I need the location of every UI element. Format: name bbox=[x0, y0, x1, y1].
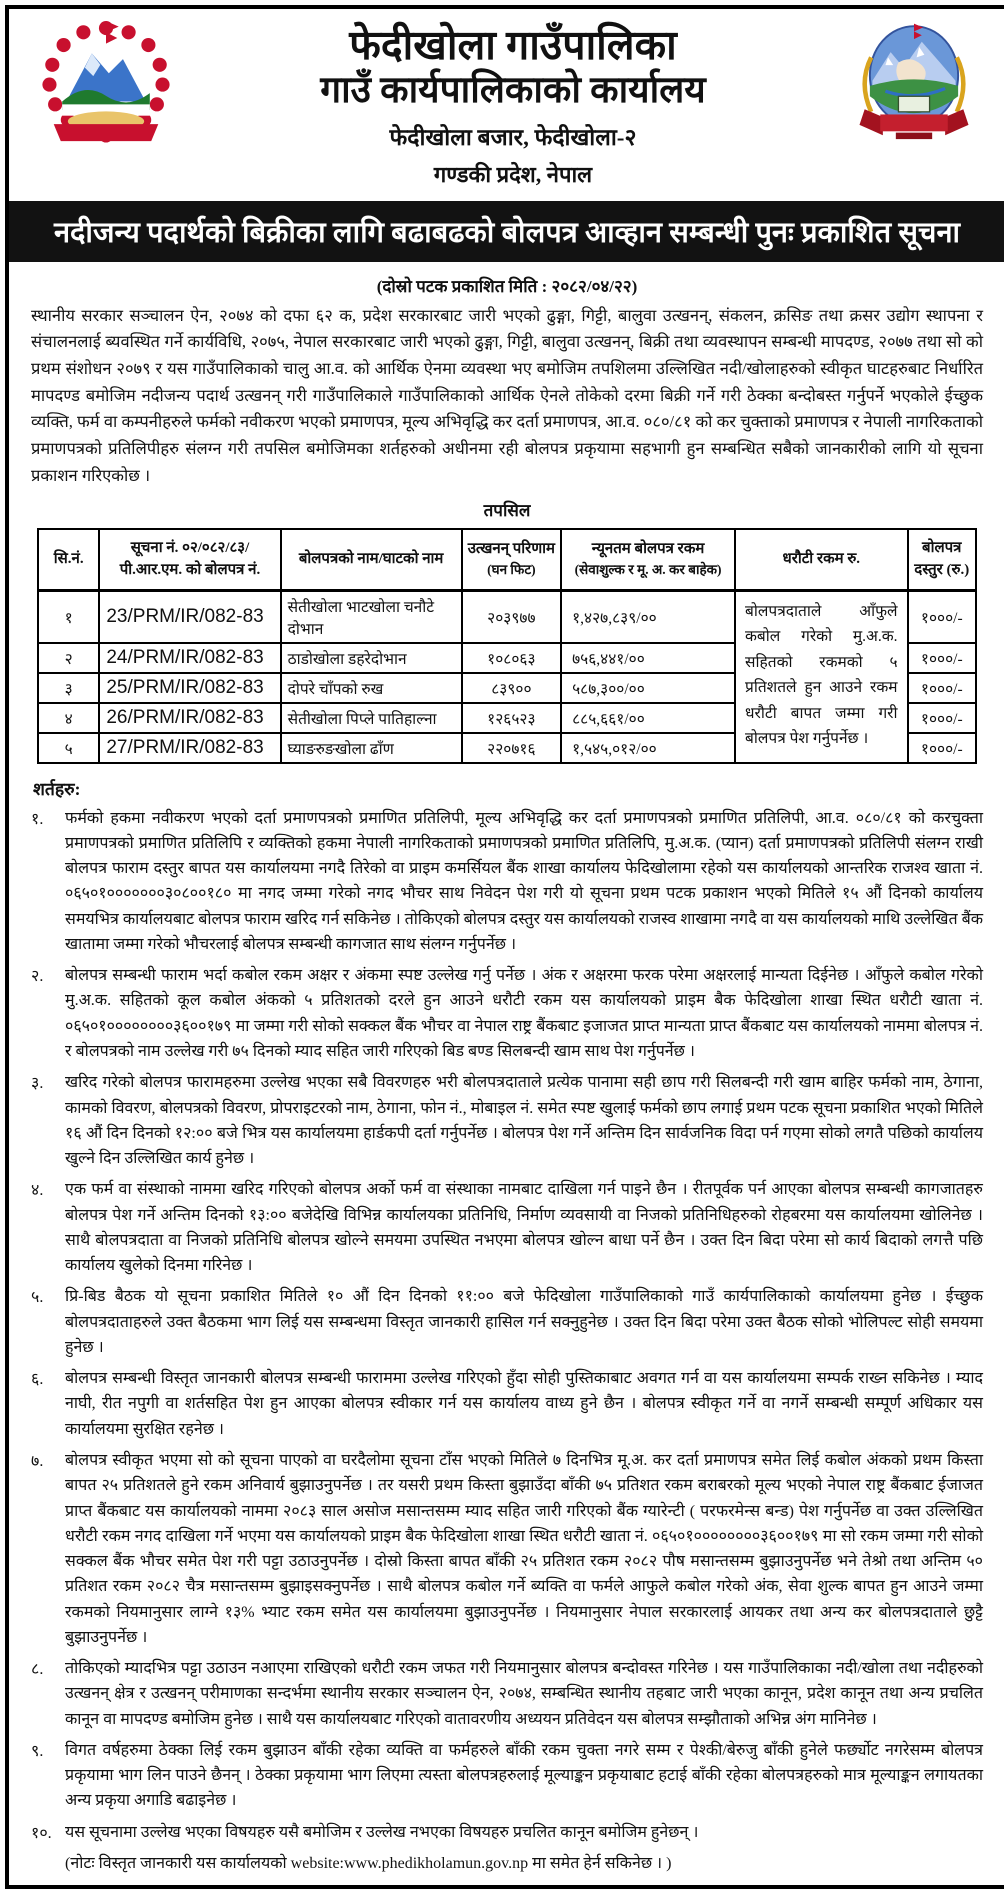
municipality-name: फेदीखोला गाउँपालिका bbox=[349, 22, 677, 68]
condition-item: २. बोलपत्र सम्बन्धी फाराम भर्दा कबोल रकम अक्षर र अंकमा स्पष्ट उल्लेख गर्नु पर्नेछ । अंक र अक्षरमा फरक परेमा अक्षरलाई मान्यता दिईनेछ । आँफुले कबोल गरेको मु.अ.क. सहितको कूल कबोल अंकको ५ प्रतिशतको दरले हुन आउने धरौटी रकम यस कार्यालयको प्राइम बैक फेदिखोला शाखा स्थित धरौटी खाता नं. ०६५०१००००००००३६००१७९ मा जम्मा गरी सोको सक्कल बैंक भौचर वा नेपाल राष्ट्र बैंकबाट इजाजत प्राप्त मान्यता प्राप्त बैंकबाट यस कार्यालयको नाममा बोलपत्र नं. र बोलपत्रको नाम उल्लेख गरी ७५ दिनको म्याद सहित जारी गरिएको बिड बण्ड सिलबन्दी खाम साथ पेश गर्नुपर्नेछ । bbox=[31, 967, 983, 1060]
ghat-name: घ्याङरुङखोला ढाँण bbox=[281, 733, 462, 763]
ghat-name: दोपरे चाँपको रुख bbox=[281, 673, 462, 703]
nepal-government-emblem-icon bbox=[35, 21, 177, 156]
condition-item: १. फर्मको हकमा नवीकरण भएको दर्ता प्रमाणपत्रको प्रमाणित प्रतिलिपी, मूल्य अभिवृद्धि कर दर्ता प्रमाणपत्रको प्रमाणित प्रतिलिपी, आ.व. ०८०/८१ को करचुक्ता प्रमाणपत्रको प्रमाणित प्रतिलिपि र व्यक्तिको हकमा नेपाली नागरिकताको प्रमाणपत्रको प्रमाणित प्रतिलिपि, मु.अ.क. (प्यान) दर्ता प्रमाणपत्रको प्रतिलिपी संलग्न राखी बोलपत्र फाराम दस्तुर बापत यस कार्यालयमा नगदै तिरेको वा प्राइम कमर्सियल बैंक शाखा कार्यालय फेदिखोलामा रहेको यस कार्यालयको आन्तरिक राजश्व खाता नं. ०६५०१०००००००३०८००१८० मा नगद जम्मा गरेको नगद भौचर साथ निवेदन पेश गरी यो सूचना प्रथम पटक प्रकाशन भएको मितिले १५ औं दिनको कार्यालय समयभित्र कार्यालयबाट बोलपत्र फाराम खरिद गर्न सकिनेछ । तोकिएको बोलपत्र दस्तुर यस कार्यालयको राजस्व शाखामा नगदै वा यस कार्यालयको माथि उल्लेखित बैंक खातामा जम्मा गरेको भौचरलाई बोलपत्र सम्बन्धी कागजात साथ संलग्न गर्नुपर्नेछ । bbox=[31, 809, 983, 953]
deposit-note-cell: बोलपत्रदाताले आँफुले कबोल गरेको मु.अ.क. सहितको रकमको ५ प्रतिशतले हुन आउने रकम धरौटी बापत जम्मा गरी बोलपत्र पेश गर्नुपर्नेछ । bbox=[735, 590, 908, 763]
bid-fee: १०००/- bbox=[908, 733, 976, 763]
condition-item: ८. तोकिएको म्यादभित्र पट्टा उठाउन नआएमा राखिएको धरौटी रकम जफत गरी नियमानुसार बोलपत्र बन्दोवस्त गरिनेछ । यस गाउँपालिकाका नदी/खोला तथा नदीहरुको उत्खनन् क्षेत्र र उत्खनन् परीमाणका सन्दर्भमा स्थानीय सरकार सञ्चालन ऐन, २०७४, सम्बन्धित स्थानीय तहबाट जारी भएका कानून, प्रदेश कानून तथा अन्य प्रचलित कानून वा मापदण्ड बमोजिम हुनेछ । साथै यस कार्यालयबाट गरिएको वातावरणीय अध्ययन प्रतिवेदन यस बोलपत्र सम्झौताको अभिन्न अंग मानिनेछ । bbox=[31, 1660, 983, 1728]
schedule-heading: तपसिल bbox=[483, 500, 531, 520]
condition-item: ४. एक फर्म वा संस्थाको नाममा खरिद गरिएको बोलपत्र अर्को फर्म वा संस्थाका नामबाट दाखिला गर्न पाइने छैन । रीतपूर्वक पर्न आएका बोलपत्र सम्बन्धी कागजातहरु बोलपत्र पेश गर्ने अन्तिम दिनको १३:०० बजेदेखि विभिन्न कार्यालयका प्रतिनिधि, निर्माण व्यवसायी वा निजको प्रतिनिधिहरुको रोहबरमा यस कार्यालयमा खोलिनेछ । साथै बोलपत्रदाता वा निजको प्रतिनिधि बोलपत्र खोल्ने समयमा उपस्थित नभएमा बोलपत्र खोल्न बाधा पर्ने छैन । उक्त दिन बिदा परेमा सो कार्य बिदाको लगत्तै पछि कार्यालय खुलेको दिनमा गरिनेछ । bbox=[31, 1181, 983, 1275]
serial-no: ५ bbox=[38, 733, 99, 763]
col-quantity: उत्खनन् परिणाम (घन फिट) bbox=[462, 529, 562, 591]
tender-table-header bbox=[38, 529, 976, 591]
tender-no: 26/PRM/IR/082-83 bbox=[99, 703, 280, 733]
notice-title-banner bbox=[9, 201, 1004, 262]
excavation-quantity: १०८०६३ bbox=[462, 643, 562, 673]
condition-item: ९. विगत वर्षहरुमा ठेक्का लिई रकम बुझाउन बाँकी रहेका व्यक्ति वा फर्महरुले बाँकी रकम चुक्ता नगरे सम्म र पेश्की/बेरुजु बाँकी हुनेले फर्छ्योट नगरेसम्म बोलपत्र प्रकृयामा भाग लिन पाउने छैनन् । ठेक्का प्रकृयामा भाग लिएमा त्यस्ता बोलपत्रहरुलाई मूल्याङ्कन प्रकृयाबाट हटाई बाँकी रहेका बोलपत्रहरुको मात्र मूल्याङ्कन लगायतका अन्य प्रकृया अगाडि बढाइनेछ । bbox=[31, 1741, 983, 1810]
ghat-name: सेतीखोला पिप्ले पातिहाल्ना bbox=[281, 703, 462, 733]
excavation-quantity: २२०७१६ bbox=[462, 733, 562, 763]
col-min-amount: न्यूनतम बोलपत्र रकम (सेवाशुल्क र मू. अ. कर बाहेक) bbox=[561, 529, 735, 591]
min-bid-amount: १,५४५,०१२/०० bbox=[561, 733, 735, 763]
notice-intro-paragraph: स्थानीय सरकार सञ्चालन ऐन, २०७४ को दफा ६२ क, प्रदेश सरकारबाट जारी भएको ढुङ्गा, गिट्टी, बालुवा उत्खनन्, संकलन, क्रसिङ तथा क्रसर उद्योग स्थापना र संचालनलाई ब्यवस्थित गर्ने कार्यविधि, २०७५, नेपाल सरकारबाट जारी भएको ढुङ्गा, गिट्टी, बालुवा उत्खनन्, बिक्री तथा व्यवस्थापन सम्बन्धी मापदण्ड, २०७७ तथा सो को प्रथम संशोधन २०७९ र यस गाउँपालिकाको चालु आ.व. को आर्थिक ऐनमा व्यवस्था भए बमोजिम तपशिलमा उल्लिखित नदी/खोलाहरुको स्वीकृत घाटहरुबाट निर्धारित मापदण्ड बमोजिम नदीजन्य पदार्थ उत्खनन् गरी गाउँपालिकाले गाउँपालिकाको आर्थिक ऐनले तोकेको दरमा बिक्री गर्ने गरी ठेक्का बन्दोबस्त गर्नुपर्ने भएकोले ईच्छुक व्यक्ति, फर्म वा कम्पनीहरुले फर्मको नवीकरण भएको प्रमाणपत्र, मूल्य अभिवृद्धि कर दर्ता प्रमाणपत्र, आ.व. ०८०/८१ को कर चुक्ताको प्रमाणपत्र र नेपाली नागरिकताको प्रमाणपत्रको प्रतिलिपीहरु संलग्न गरी तपसिल बमोजिमका शर्तहरुको अधीनमा रही बोलपत्र प्रकृयामा सहभागी हुन सम्बन्धित सबैको जानकारीको लागि यो सूचना प्रकाशन गरिएकोछ । bbox=[31, 305, 983, 485]
letterhead bbox=[9, 9, 1004, 193]
condition-item: ७. बोलपत्र स्वीकृत भएमा सो को सूचना पाएको वा घरदैलोमा सूचना टाँस भएको मितिले ७ दिनभित्र मू.अ. कर दर्ता प्रमाणपत्र समेत लिई कबोल अंकको प्रथम किस्ता बापत २५ प्रतिशतले हुने रकम अनिवार्य बुझाउनुपर्नेछ । तर यसरी प्रथम किस्ता बुझाउँदा बाँकी ७५ प्रतिशत रकम बराबरको मूल्य भएको नेपाल राष्ट्र बैंकबाट ईजाजत प्राप्त बैंकबाट यस कार्यालयको नाममा २०८३ साल असोज मसान्तसम्म म्याद सहित जारी गरिएको बैंक ग्यारेन्टी ( परफरमेन्स बन्ड) पेश गर्नुपर्नेछ वा उक्त उल्लिखित धरौटी रकम नगद दाखिला गर्ने भएमा यस कार्यालयको प्राइम बैक फेदिखोला शाखा स्थित धरौटी खाता नं. ०६५०१००००००००३६००१७९ मा सो रकम जम्मा गरी सोको सक्कल बैंक भौचर समेत पेश गरी पट्टा उठाउनुपर्नेछ । दोस्रो किस्ता बापत बाँकी २५ प्रतिशत रकम २०८२ पौष मसान्तसम्म बुझाउनुपर्नेछ भने तेश्रो तथा अन्तिम ५० प्रतिशत रकम २०८२ चैत्र मसान्तसम्म बुझाइसक्नुपर्नेछ । साथै बोलपत्र कबोल गर्ने ब्यक्ति वा फर्मले आफुले कबोल गरेको अंक, सेवा शुल्क बापत हुन आउने जम्मा रकमको नियमानुसार लाग्ने १३% भ्याट रकम समेत यस कार्यालयमा बुझाउनुपर्नेछ । नियमानुसार नेपाल सरकारलाई आयकर तथा अन्य कर बोलपत्रदाताले छुट्टै बुझाउनुपर्नेछ । bbox=[31, 1451, 983, 1646]
serial-no: ४ bbox=[38, 703, 99, 733]
min-bid-amount: ५८७,३००/०० bbox=[561, 673, 735, 703]
excavation-quantity: २०३९७७ bbox=[462, 590, 562, 643]
col-serial-no: सि.नं. bbox=[38, 529, 99, 591]
conditions-heading: शर्तहरु: bbox=[33, 778, 81, 799]
bid-fee: १०००/- bbox=[908, 590, 976, 643]
col-notice-no: सूचना नं. ०२/०८२/८३/ पी.आर.एम. को बोलपत्र नं. bbox=[99, 529, 280, 591]
notice-page bbox=[5, 5, 1004, 1889]
province-line: गण्डकी प्रदेश, नेपाल bbox=[433, 161, 593, 187]
serial-no: २ bbox=[38, 643, 99, 673]
col-deposit: धरौटी रकम रु. bbox=[735, 529, 908, 591]
min-bid-amount: १,४२७,८३९/०० bbox=[561, 590, 735, 643]
office-address: फेदीखोला बजार, फेदीखोला-२ bbox=[389, 124, 637, 150]
tender-no: 25/PRM/IR/082-83 bbox=[99, 673, 280, 703]
bid-fee: १०००/- bbox=[908, 703, 976, 733]
ghat-name: ठाडोखोला डहरेदोभान bbox=[281, 643, 462, 673]
tender-no: 27/PRM/IR/082-83 bbox=[99, 733, 280, 763]
serial-no: ३ bbox=[38, 673, 99, 703]
office-name: गाउँ कार्यपालिकाको कार्यालय bbox=[320, 69, 706, 111]
table-row bbox=[38, 590, 976, 643]
condition-item: ५. प्रि-बिड बैठक यो सूचना प्रकाशित मितिले १० औं दिन दिनको ११:०० बजे फेदिखोला गाउँपालिकाको गाउँ कार्यपालिकाको कार्यालयमा हुनेछ । ईच्छुक बोलपत्रदाताहरुले उक्त बैठकमा भाग लिई यस सम्बन्धमा विस्तृत जानकारी हासिल गर्न सक्नुहुनेछ । उक्त दिन बिदा परेमा उक्त बैठक सोको भोलिपल्ट सोही समयमा हुनेछ । bbox=[31, 1288, 983, 1356]
condition-item: १०. यस सूचनामा उल्लेख भएका विषयहरु यसै बमोजिम र उल्लेख नभएका विषयहरु प्रचलित कानून बमोजिम हुनेछन् । bbox=[31, 1823, 699, 1842]
tender-table bbox=[37, 528, 977, 764]
tender-no: 24/PRM/IR/082-83 bbox=[99, 643, 280, 673]
excavation-quantity: ८३९०० bbox=[462, 673, 562, 703]
min-bid-amount: ७५६,४४१/०० bbox=[561, 643, 735, 673]
col-tender-name: बोलपत्रको नाम/घाटको नाम bbox=[281, 529, 462, 591]
condition-item: ६. बोलपत्र सम्बन्धी विस्तृत जानकारी बोलपत्र सम्बन्धी फाराममा उल्लेख गरिएको हुँदा सोही पुस्तिकाबाट अवगत गर्न वा यस कार्यालयमा सम्पर्क राख्न सकिनेछ । म्याद नाघी, रीत नपुगी वा शर्तसहित पेश हुन आएका बोलपत्र स्वीकार गर्न यस कार्यालय वाध्य हुने छैन । बोलपत्र स्वीकृत गर्ने वा नगर्ने सम्बन्धी सम्पूर्ण अधिकार यस कार्यालयमा सुरक्षित रहनेछ । bbox=[31, 1370, 983, 1438]
tender-no: 23/PRM/IR/082-83 bbox=[99, 590, 280, 643]
notice-title: नदीजन्य पदार्थको बिक्रीका लागि बढाबढको बोलपत्र आव्हान सम्बन्धी पुनः प्रकाशित सूचना bbox=[53, 216, 961, 249]
serial-no: १ bbox=[38, 590, 99, 643]
bid-fee: १०००/- bbox=[908, 673, 976, 703]
bid-fee: १०००/- bbox=[908, 643, 976, 673]
condition-item: ३. खरिद गरेको बोलपत्र फारामहरुमा उल्लेख भएका सबै विवरणहरु भरी बोलपत्रदाताले प्रत्येक पानामा सही छाप गरी सिलबन्दी गरी खाम बाहिर फर्मको नाम, ठेगाना, कामको विवरण, बोलपत्रको विवरण, प्रोपराइटरको नाम, ठेगाना, फोन नं., मोबाइल नं. समेत स्पष्ट खुलाई फर्मको छाप लगाई प्रथम पटक सूचना प्रकाशित भएको मितिले १६ औं दिन दिनको १२:०० बजे भित्र यस कार्यालयमा हार्डकपी दर्ता गर्नुपर्नेछ । बोलपत्र पेश गर्ने अन्तिम दिन सार्वजनिक विदा पर्न गएमा सोको लगतै पछिको कार्यालय खुल्ने दिन उल्लिखित कार्य हुनेछ । bbox=[31, 1074, 983, 1168]
excavation-quantity: १२६५२३ bbox=[462, 703, 562, 733]
publication-date-line: (दोस्रो पटक प्रकाशित मिति : २०८२/०४/२२) bbox=[376, 276, 638, 296]
conditions-list bbox=[31, 806, 983, 1845]
website-note: (नोटः विस्तृत जानकारी यस कार्यालयको website:www.phedikholamun.gov.np मा समेत हेर्न सकिनेछ । ) bbox=[65, 1854, 672, 1872]
municipality-emblem-icon bbox=[849, 21, 979, 148]
min-bid-amount: ८८५,६६१/०० bbox=[561, 703, 735, 733]
col-fee: बोलपत्र दस्तुर (रु.) bbox=[908, 529, 976, 591]
ghat-name: सेतीखोला भाटखोला चनौटे दोभान bbox=[281, 590, 462, 643]
